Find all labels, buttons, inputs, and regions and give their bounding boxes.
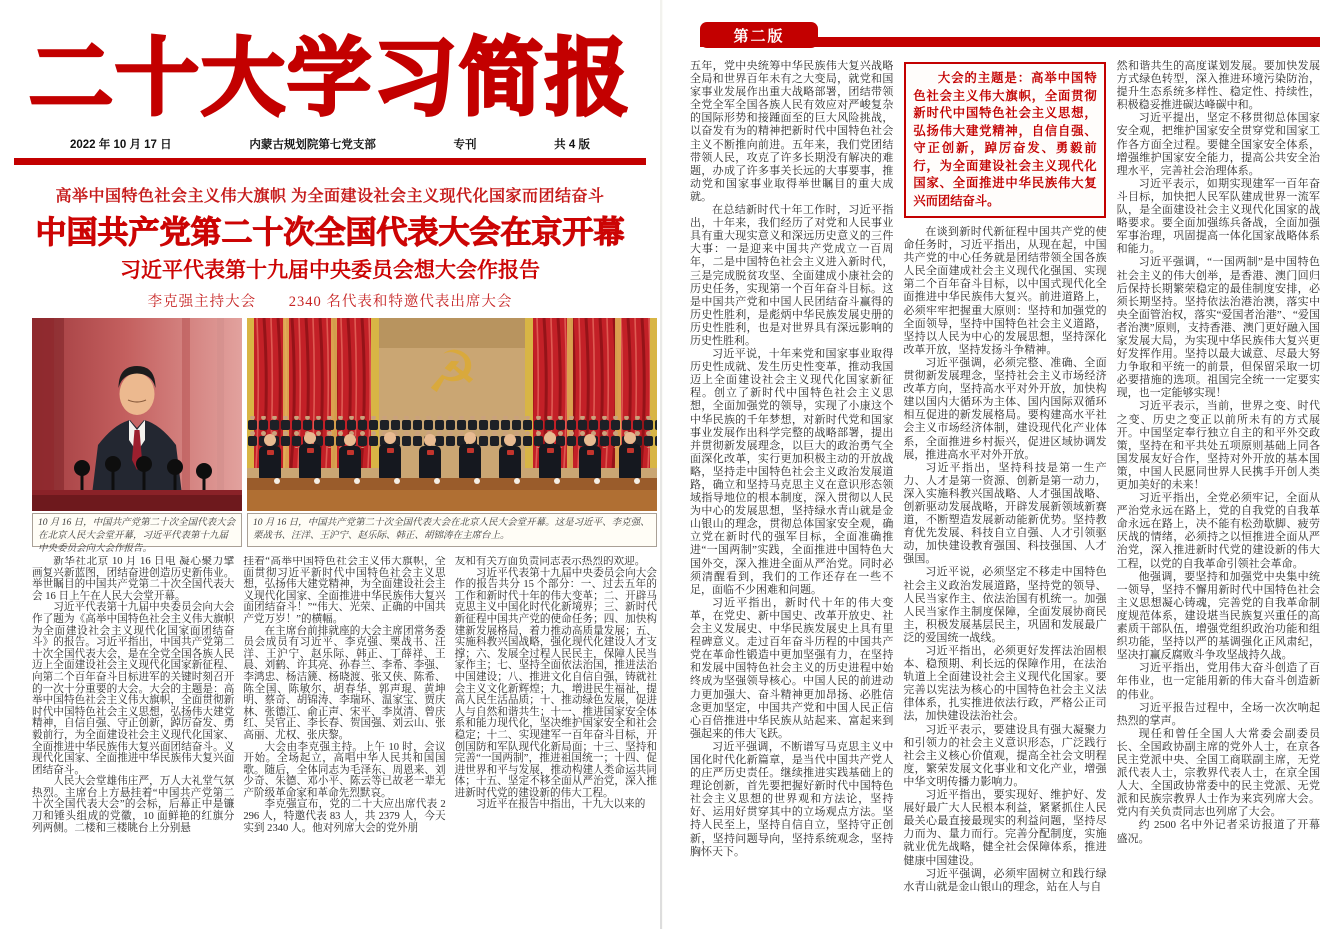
kicker-line: 高举中国特色社会主义伟大旗帜 为全面建设社会主义现代化国家而团结奋斗 <box>55 188 605 205</box>
photo-caption-left: 10 月 16 日，中国共产党第二十次全国代表大会在北京人民大会堂开幕，习近平代表第十九届中央委员会向大会作报告。 <box>32 513 242 547</box>
body-paragraph: 习近平强调，必须牢固树立和践行绿水青山就是金山银山的理念，站在人与自 <box>903 867 1107 893</box>
body-paragraph: 习近平提出，坚定不移贯彻总体国家安全观，把维护国家安全贯穿党和国家工作各方面全过程。要健全国家安全体系，增强维护国家安全能力，提高公共安全治理水平，完善社会治理体系。 <box>1116 112 1320 177</box>
body-paragraph: 习近平指出，坚持科技是第一生产力、人才是第一资源、创新是第一动力，深入实施科教兴国战略、人才强国战略、创新驱动发展战略，开辟发展新领域新赛道，不断塑造发展新动能新优势。坚持教育优先发展、科技自立自强、人才引领驱动，加快建设教育强国、科技强国、人才强国。 <box>903 461 1107 566</box>
body-paragraph: 习近平强调，不断谱写马克思主义中国化时代化新篇章，是当代中国共产党人的庄严历史责任。继续推进实践基础上的理论创新，首先要把握好新时代中国特色社会主义思想的世界观和方法论，坚持好、运用好贯穿其中的立场观点方法。坚持人民至上，坚持自信自立，坚持守正创新，坚持问题导向，坚持系统观念，坚持胸怀天下。 <box>690 740 894 858</box>
byline-right: 2340 名代表和特邀代表出席大会 <box>288 294 513 310</box>
congress-theme-box: 大会的主题是：高举中国特色社会主义伟大旗帜，全面贯彻新时代中国特色社会主义思想，弘扬伟大建党精神，自信自强、守正创新，踔厉奋发、勇毅前行，为全面建设社会主义现代化国家、全面推进中华民族伟大复兴而团结奋斗。 <box>904 62 1105 218</box>
body-paragraph: 李克强宣布，党的二十大应出席代表 2296 人，特邀代表 83 人，共 2379 人，今天实到 2340 人。他对列席大会的党外朋 <box>243 799 446 834</box>
svg-text:☭: ☭ <box>426 338 478 406</box>
body-paragraph: 习近平指出，全党必须牢记，全面从严治党永远在路上，党的自我党的自我革命永远在路上，决不能有松劲歇脚、疲劳厌战的情绪，必须持之以恒推进全面从严治党，深入推进新时代党的建设新的伟大工程，以党的自我革命引领社会革命。 <box>1116 492 1320 570</box>
body-paragraph: 友和有关方面负责同志表示热烈的欢迎。 <box>454 556 646 567</box>
body-paragraph: 习近平代表第十九届中央委员会向大会作的报告共分 15 个部分：一、过去五年的工作和新时代十年的伟大变革；二、开辟马克思主义中国化时代化新境界；三、新时代新征程中国共产党的使命任务；四、加快构建新发展格局，着力推动高质量发展；五、实施科教兴国战略，强化现代化建设人才支撑；六、发展全过程人民民主，保障人民当家作主；七、坚持全面依法治国，推进法治中国建设；八、推进文化自信自强，铸就社会主义文化新辉煌；九、增进民生福祉，提高人民生活品质；十、推动绿色发展，促进人与自然和谐共生；十一、推进国家安全体系和能力现代化，坚决维护国家安全和社会稳定；十二、实现建军一百年奋斗目标，开创国防和军队现代化新局面；十三、坚持和完善“一国两制”，推进祖国统一；十四、促进世界和平与发展，推动构建人类命运共同体；十五、坚定不移全面从严治党，深入推进新时代党的建设新的伟大工程。 <box>454 567 657 799</box>
body-paragraph: 约 2500 名中外记者采访报道了开幕盛况。 <box>1116 819 1320 845</box>
body-paragraph: 在主席台前排就座的大会主席团常务委员会成员有习近平、李克强、栗战书、汪洋、王沪宁、赵乐际、韩正、丁薛祥、王晨、刘鹤、许其亮、孙春兰、李希、李强、李鸿忠、杨洁篪、杨晓渡、张又侠、陈希、陈全国、陈敏尔、胡春华、郭声琨、黄坤明、蔡奇、胡锦涛、李瑞环、温家宝、贾庆林、张德江、俞正声、宋平、李岚清、曾庆红、吴官正、李长春、贺国强、刘云山、张高丽、尤权、张庆黎。 <box>243 625 446 741</box>
page2-column-2 <box>903 60 1106 922</box>
body-paragraph: 在总结新时代十年工作时，习近平指出，十年来，我们经历了对党和人民事业具有重大现实意义和深远历史意义的三件大事：一是迎来中国共产党成立一百周年，二是中国特色社会主义进入新时代，三是完成脱贫攻坚、全面建成小康社会的历史任务，实现第一个百年奋斗目标。这是中国共产党和中国人民团结奋斗赢得的历史性胜利，是彪炳中华民族发展史册的历史性胜利，也是对世界具有深远影响的历史性胜利。 <box>690 204 894 347</box>
newspaper-page-2 <box>663 0 1320 929</box>
page1-column-1 <box>32 556 234 922</box>
body-paragraph: 在谈到新时代新征程中国共产党的使命任务时，习近平指出，从现在起，中国共产党的中心任务就是团结带领全国各族人民全面建成社会主义现代化强国、实现第二个百年奋斗目标，以中国式现代化全面推进中华民族伟大复兴。前进道路上，必须牢牢把握重大原则：坚持和加强党的全面领导，坚持中国特色社会主义道路，坚持以人民为中心的发展思想，坚持深化改革开放，坚持发扬斗争精神。 <box>903 226 1107 356</box>
page2-column-1 <box>690 60 893 922</box>
body-paragraph: 习近平在报告中指出，十九大以来的 <box>475 799 646 811</box>
edition-tag: 第二版 <box>700 22 818 48</box>
photo-congress-hall <box>247 318 657 511</box>
body-paragraph: 习近平表示，当前，世界之变、时代之变、历史之变正以前所未有的方式展开。中国坚定奉行独立自主的和平外交政策，坚持在和平共处五项原则基础上同各国发展友好合作，坚持对外开放的基本国策，中国人民愿同世界人民携手开创人类更加美好的未来！ <box>1116 400 1320 491</box>
body-paragraph: 习近平说，必须坚定不移走中国特色社会主义政治发展道路，坚持党的领导、人民当家作主、依法治国有机统一。加强人民当家作主制度保障，全面发展协商民主，积极发展基层民主，巩固和发展最广泛的爱国统一战线。 <box>903 566 1107 644</box>
body-paragraph: 习近平指出，新时代十年的伟大变革，在党史、新中国史、改革开放史、社会主义发展史、中华民族发展史上具有里程碑意义。走过百年奋斗历程的中国共产党在革命性锻造中更加坚强有力，在坚持和发展中国特色社会主义的历史进程中始终成为坚强领导核心。中国人民的前进动力更加强大、奋斗精神更加昂扬、必胜信念更加坚定，中国共产党和中国人民正信心百倍推进中华民族从站起来、富起来到强起来的伟大飞跃。 <box>690 596 894 740</box>
dateline-organization: 内蒙古规划院第七党支部 <box>249 139 376 151</box>
body-paragraph: 习近平表示，要建设具有强大凝聚力和引领力的社会主义意识形态，广泛践行社会主义核心价值观，提高全社会文明程度，繁荣发展文化事业和文化产业，增强中华文明传播力影响力。 <box>903 723 1107 788</box>
body-paragraph: 习近平代表第十九届中央委员会向大会作了题为《高举中国特色社会主义伟大旗帜 为全面建设社会主义现代化国家面团结奋斗》的报告。习近平指出，中国共产党第二十次全国代表大会，是在全党全国各族人民迈上全面建设社会主义现代化国家新征程、向第二个百年奋斗目标进军的关键时刻召开的一次十分重要的大会。大会的主题是：高举中国特色社会主义伟大旗帜，全面贯彻新时代中国特色社会主义思想，弘扬伟大建党精神，自信自强、守正创新，踔厉奋发、勇毅前行，为全面建设社会主义现代化国家、全面推进中华民族伟大复兴面团结奋斗。义现代化国家、全面推进中华民族伟大复兴面团结奋斗。 <box>32 602 235 776</box>
body-paragraph: 新华社北京 10 月 16 日电 凝心聚力擘画复兴新蓝图，团结奋进创造历史新伟业。举世瞩目的中国共产党第二十次全国代表大会 16 日上午在人民大会堂开幕。 <box>32 556 235 602</box>
dateline-page-count: 共 4 版 <box>554 139 590 151</box>
photo-congress-hall-illustration <box>247 318 657 511</box>
body-paragraph: 习近平指出，党用伟大奋斗创造了百年伟业，也一定能用新的伟大奋斗创造新的伟业。 <box>1116 662 1320 701</box>
photo-caption-right: 10 月 16 日，中国共产党第二十次全国代表大会在北京人民大会堂开幕。这是习近平、李克强、栗战书、汪洋、王沪宁、赵乐际、韩正、胡锦涛在主席台上。 <box>247 513 657 547</box>
page1-body <box>32 556 657 922</box>
body-paragraph: 大会由李克强主持。上午 10 时，会议开始。全场起立，高唱中华人民共和国国歌。随后，全体同志为毛泽东、周恩来、刘少奇、朱德、邓小平、陈云等已故老一辈无产阶级革命家和革命先烈默哀。 <box>243 741 446 799</box>
body-paragraph: 现任和曾任全国人大常委会副委员长、全国政协副主席的党外人士，在京各民主党派中央、全国工商联副主席，无党派代表人士，宗教界代表人士，在京全国人大、全国政协常委中的民主党派、无党派和民族宗教界人士作为来宾列席大会。党内有关负责同志也列席了大会。 <box>1116 727 1320 819</box>
masthead-rule <box>14 158 646 165</box>
dateline <box>70 136 590 152</box>
byline <box>0 290 660 311</box>
body-paragraph: 习近平报告过程中，全场一次次响起热烈的掌声。 <box>1116 701 1320 727</box>
photo-xi-speech <box>32 318 242 511</box>
body-paragraph: 习近平强调，“一国两制”是中国特色社会主义的伟大创举，是香港、澳门回归后保持长期繁荣稳定的最佳制度安排，必须长期坚持。坚持依法治港治澳，落实中央全面管治权，落实“爱国者治港”、“爱国者治澳”原则，支持香港、澳门更好融入国家发展大局，为实现中华民族伟大复兴更好发挥作用。坚持以最大诚意、尽最大努力争取和平统一的前景，但保留采取一切必要措施的选项。祖国完全统一一定要实现，也一定能够实现！ <box>1116 256 1320 400</box>
page2-column-3 <box>1117 60 1320 922</box>
body-paragraph: 习近平指出，要实现好、维护好、发展好最广大人民根本利益，紧紧抓住人民最关心最直接最现实的利益问题，坚持尽力而为、量力而行。完善分配制度，实施就业优先战略，健全社会保障体系，推进健康中国建设。 <box>903 789 1107 867</box>
page1-column-2 <box>243 556 445 922</box>
photo-xi-speech-illustration <box>32 318 242 511</box>
body-paragraph: 习近平强调，必须完整、准确、全面贯彻新发展理念，坚持社会主义市场经济改革方向，坚持高水平对外开放，加快构建以国内大循环为主体、国内国际双循环相互促进的新发展格局。要构建高水平社会主义市场经济体制，建设现代化产业体系，全面推进乡村振兴，促进区域协调发展，推进高水平对外开放。 <box>903 356 1107 461</box>
page1-column-3 <box>455 556 657 922</box>
page2-body <box>690 60 1320 922</box>
masthead-title: 二十大学习简报 <box>28 31 631 125</box>
byline-left: 李克强主持大会 <box>147 294 257 310</box>
body-paragraph: 然和谐共生的高度谋划发展。要加快发展方式绿色转型，深入推进环境污染防治，提升生态系统多样性、稳定性、持续性，积极稳妥推进碳达峰碳中和。 <box>1116 60 1320 112</box>
body-paragraph: 人民大会堂雄伟庄严，万人大礼堂气氛热烈。主席台上方悬挂着“中国共产党第二十次全国代表大会”的会标，后幕正中是镰刀和锤头组成的党徽，10 面鲜艳的红旗分列两侧。二楼和三楼眺台上分别悬 <box>32 776 235 834</box>
body-paragraph: 习近平表示，如期实现建军一百年奋斗目标，加快把人民军队建成世界一流军队，是全面建设社会主义现代化国家的战略要求。要全面加强练兵备战，全面加强军事治理，巩固提高一体化国家战略体系和能力。 <box>1116 177 1320 256</box>
dateline-date: 2022 年 10 月 17 日 <box>70 139 172 151</box>
main-headline: 中国共产党第二十次全国代表大会在京开幕 <box>35 215 625 250</box>
sub-headline: 习近平代表第十九届中央委员会想大会作报告 <box>120 259 540 282</box>
body-paragraph: 挂着“高举中国特色社会主义伟大旗帜，全面贯彻习近平新时代中国特色社会主义思想，弘扬伟大建党精神，为全面建设社会主义现代化国家、全面推进中华民族伟大复兴面团结奋斗！”“伟大、光荣、正确的中国共产党万岁！”的横幅。 <box>243 556 446 625</box>
page2-column-2-paragraphs <box>903 226 1106 894</box>
dateline-issue-type: 专刊 <box>453 139 477 151</box>
body-paragraph: 习近平指出，必须更好发挥法治固根本、稳预期、利长远的保障作用，在法治轨道上全面建设社会主义现代化国家。要完善以宪法为核心的中国特色社会主义法律体系，扎实推进依法行政，严格公正司法，加快建设法治社会。 <box>903 645 1107 723</box>
body-paragraph: 五年，党中央统筹中华民族伟大复兴战略全局和世界百年未有之大变局，就党和国家事业发展作出重大战略部署，团结带领全党全军全国各族人民有效应对严峻复杂的国际形势和接踵面至的巨大风险挑战，以奋发有为的精神把新时代中国特色社会主义不断推向前进。五年来，我们党团结带领人民，攻克了许多长期没有解决的难题，办成了许多事关长远的大事要事，推动党和国家事业取得举世瞩目的重大成就。 <box>690 60 894 203</box>
body-paragraph: 习近平说，十年来党和国家事业取得历史性成就、发生历史性变革，推动我国迈上全面建设社会主义现代化国家新征程。创立了新时代中国特色社会主义思想，全面加强党的领导，实现了小康这个中华民族的千年梦想，对新时代党和国家事业发展作出科学完整的战略部署，提出并贯彻新发展理念，以巨大的政治勇气全面深化改革，实行更加积极主动的开放战略，坚持走中国特色社会主义政治发展道路，确立和坚持马克思主义在意识形态领域指导地位的根本制度，深入贯彻以人民为中心的发展思想，坚持绿水青山就是金山银山的理念，贯彻总体国家安全观，确立党在新时代的强军目标，全面准确推进“一国两制”实践，全面推进中国特色大国外交，深入推进全面从严治党。同时必须清醒看到，我们的工作还存在一些不足，面临不少困难和问题。 <box>690 348 894 596</box>
body-paragraph: 他强调，要坚持和加强党中央集中统一领导，坚持不懈用新时代中国特色社会主义思想凝心铸魂，完善党的自我革命制度规范体系，建设堪当民族复兴重任的高素质干部队伍，增强党组织政治功能和组织功能，坚持以严的基调强化正风肃纪，坚决打赢反腐败斗争攻坚战持久战。 <box>1116 570 1320 662</box>
page-fold-divider <box>660 0 662 929</box>
